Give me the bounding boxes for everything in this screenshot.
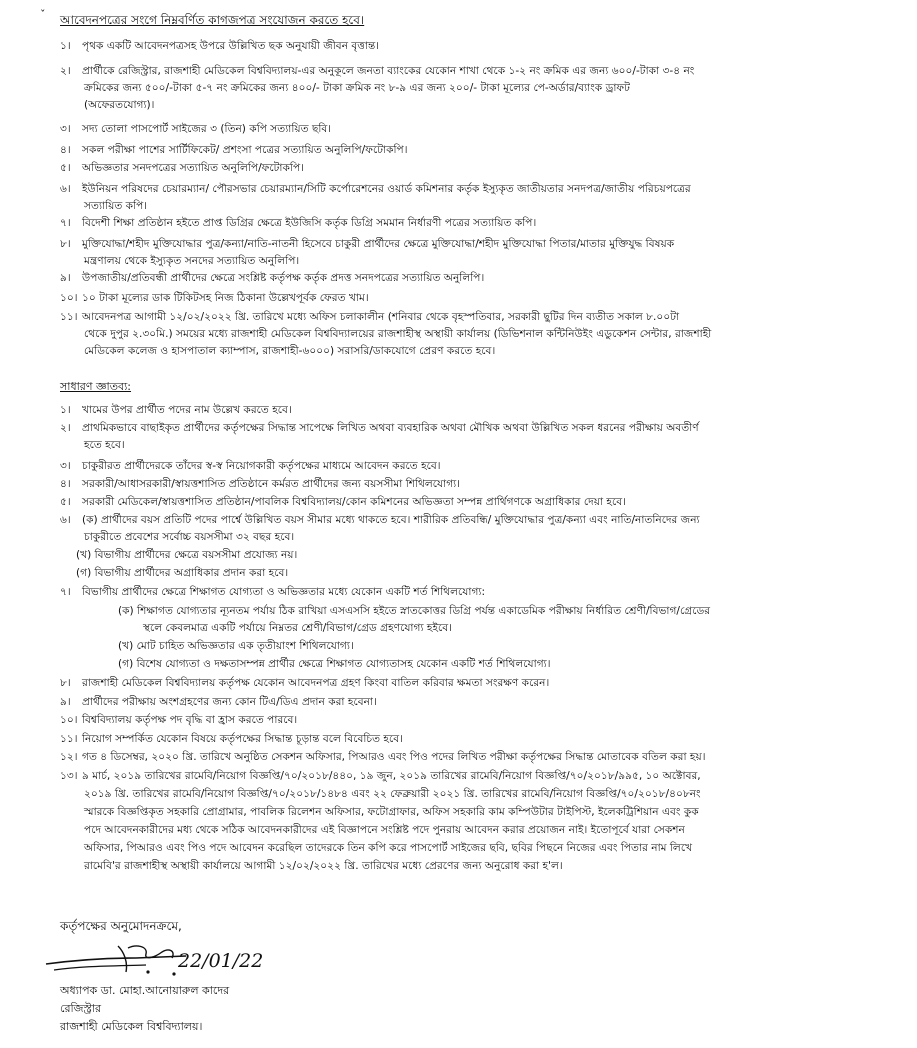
item-number: ৭। bbox=[60, 586, 71, 598]
note-item-6 bbox=[60, 512, 700, 529]
note-item-8 bbox=[60, 675, 549, 692]
item-number: ২। bbox=[60, 65, 71, 77]
item-number: ৯। bbox=[60, 696, 71, 708]
req-item-2-cont: (অফেরতযোগ্য)। bbox=[84, 99, 155, 111]
item-text: গত ৪ ডিসেম্বর, ২০২০ খ্রি. তারিখে অনুষ্ঠিত সেকশন অফিসার, পিআরও এবং পিও পদের লিখিত পরীক্ষা কর্তৃপক্ষের সিদ্ধান্ত মোতাবেক বতিল করা হয়। bbox=[82, 751, 706, 763]
req-item-2 bbox=[60, 63, 694, 80]
note-item-7-kha: (খ) মোট চাহিত অভিজ্ঞতার এক তৃতীয়াংশ শিথিলযোগ্য। bbox=[118, 640, 354, 652]
note-item-11 bbox=[60, 731, 403, 748]
req-item-11 bbox=[60, 309, 679, 326]
note-item-7 bbox=[60, 584, 485, 601]
item-text: চাকুরীরত প্রার্থীদেরকে তাঁদের স্ব-স্ব নিয়োগকারী কর্তৃপক্ষের মাধ্যমে আবেদন করতে হবে। bbox=[82, 460, 441, 472]
item-text: বিদেশী শিক্ষা প্রতিষ্ঠান হইতে প্রাপ্ত ডিগ্রির ক্ষেত্রে ইউজিসি কর্তৃক ডিগ্রি সমমান নির্ধারণী পত্রের সত্যায়িত কপি। bbox=[82, 217, 537, 229]
item-text: প্রাথমিকভাবে বাছাইকৃত প্রার্থীদের কর্তৃপক্ষের সিদ্ধান্ত সাপেক্ষে লিখিত অথবা ব্যবহারিক অথবা মৌখিক অথবা উল্লিখিত সকল ধরনের পরীক্ষায় অবতীর্ণ bbox=[82, 422, 699, 434]
item-number: ৮। bbox=[60, 238, 71, 250]
item-text: প্রার্থীকে রেজিস্ট্রার, রাজশাহী মেডিকেল বিশ্ববিদ্যালয়-এর অনুকূলে জনতা ব্যাংকের যেকোন শাখা থেকে ১-২ নং ক্রমিক এর জন্য ৬০০/-টাকা ৩-৪ নং bbox=[82, 65, 695, 77]
req-item-11-cont: থেকে দুপুর ২.৩০মি.) সময়ের মধ্যে রাজশাহী মেডিকেল বিশ্ববিদ্যালয়ের রাজশাহীস্থ অস্থায়ী কার্যালয় (ডিভিশনাল কন্টিনিউইং এডুকেশন সেন্টার, রাজশাহী bbox=[84, 328, 712, 340]
note-item-10 bbox=[60, 712, 297, 729]
item-text: প্রার্থীদের পরীক্ষায় অংশগ্রহণের জন্য কোন টিএ/ডিএ প্রদান করা হবেনা। bbox=[82, 696, 377, 708]
item-text: সদ্য তোলা পাসপোর্ট সাইজের ৩ (তিন) কপি সত্যায়িত ছবি। bbox=[82, 123, 332, 135]
item-number: ১০। bbox=[60, 292, 78, 304]
note-item-13 bbox=[60, 768, 701, 785]
item-number: ১৩। bbox=[60, 770, 78, 782]
signatory-name: অধ্যাপক ডা. মোহা.আনোয়ারুল কাদের bbox=[60, 984, 230, 997]
item-number: ৩। bbox=[60, 460, 71, 472]
item-number: ১২। bbox=[60, 751, 78, 763]
note-item-5 bbox=[60, 494, 626, 511]
item-text: অভিজ্ঞতার সনদপত্রের সত্যায়িত অনুলিপি/ফটোকপি। bbox=[82, 162, 304, 174]
documents-heading: আবেদনপত্রের সংগে নিম্নবর্ণিত কাগজপত্র সংযোজন করতে হবে। bbox=[60, 13, 365, 27]
item-text: নিয়োগ সম্পর্কিত যেকোন বিষয়ে কর্তৃপক্ষের সিদ্ধান্ত চূড়ান্ত বলে বিবেচিত হবে। bbox=[82, 733, 403, 745]
req-item-8-cont: মন্ত্রণালয় থেকে ইস্যুকৃত সনদের সত্যায়িত অনুলিপি। bbox=[84, 255, 300, 267]
req-item-7 bbox=[60, 215, 536, 232]
note-item-6-ga: (গ) বিভাগীয় প্রার্থীদের অগ্রাধিকার প্রদান করা হবে। bbox=[76, 567, 289, 579]
note-item-13-cont: রামেবি'র রাজশাহীস্থ অস্থায়ী কার্যালয়ে আগামী ১২/০২/২০২২ খ্রি. তারিখের মধ্যে প্রেরণের জন্য অনুরোধ করা হ'ল। bbox=[84, 860, 563, 872]
item-number: ১। bbox=[60, 40, 71, 52]
item-text: আবেদনপত্র আগামী ১২/০২/২০২২ খ্রি. তারিখে মধ্যে অফিস চলাকালীন (শনিবার থেকে বৃহস্পতিবার, সরকারী ছুটির দিন ব্যতীত সকাল ৮.০০টা bbox=[82, 311, 680, 323]
item-text: ১০ টাকা মূল্যের ডাক টিকিটসহ নিজ ঠিকানা উল্লেখপূর্বক ফেরত খাম। bbox=[82, 292, 369, 304]
item-text: পৃথক একটি আবেদনপত্রসহ উপরে উল্লিখিত ছক অনুযায়ী জীবন বৃত্তান্ত। bbox=[82, 40, 380, 52]
item-text: মুক্তিযোদ্ধা/শহীদ মুক্তিযোদ্ধার পুত্র/কন্যা/নাতি-নাতনী হিসেবে চাকুরী প্রার্থীদের ক্ষেত্রে মুক্তিযোদ্ধা/শহীদ মুক্তিযোদ্ধা পিতার/মাতার মুক্তিযুদ্ধ বিষয়ক bbox=[82, 238, 675, 250]
corner-mark: ˇ bbox=[40, 8, 46, 21]
note-item-7-ka-cont: স্থলে কেবলমাত্র একটি পর্যায়ে নিম্নতর শ্রেণী/বিভাগ/গ্রেড গ্রহণযোগ্য হইবে। bbox=[143, 622, 452, 634]
req-item-4 bbox=[60, 142, 408, 159]
item-text: বিশ্ববিদ্যালয় কর্তৃপক্ষ পদ বৃদ্ধি বা হ্রাস করতে পারবে। bbox=[82, 714, 298, 726]
item-text: উপজাতীয়/প্রতিবন্ধী প্রার্থীদের ক্ষেত্রে সংশ্লিষ্ট কর্তৃপক্ষ কর্তৃক প্রদত্ত সনদপত্রের সত্যায়িত অনুলিপি। bbox=[82, 272, 485, 284]
req-item-11-cont: মেডিকেল কলেজ ও হাসপাতাল ক্যাম্পাস, রাজশাহী-৬০০০) সরাসরি/ডাকযোগে প্রেরণ করতে হবে। bbox=[84, 345, 496, 357]
note-item-7-ga: (গ) বিশেষ যোগ্যতা ও দক্ষতাসম্পন্ন প্রার্থীর ক্ষেত্রে শিক্ষাগত যোগ্যতাসহ যেকোন একটি শর্ত শিথিলযোগ্য। bbox=[118, 658, 551, 670]
req-item-6 bbox=[60, 181, 691, 198]
note-item-13-cont: পদে আবেদনকারীদের মধ্য থেকে সঠিক আবেদনকারীদের এই বিজ্ঞাপনে সংশ্লিষ্ট পদে পুনরায় আবেদন করার প্রয়োজন নাই। ইতোপূর্বে যারা সেকশন bbox=[84, 824, 685, 836]
req-item-6-cont: সত্যায়িত কপি। bbox=[84, 200, 148, 212]
item-text: বিভাগীয় প্রার্থীদের ক্ষেত্রে শিক্ষাগত যোগ্যতা ও অভিজ্ঞতার মধ্যে যেকোন একটি শর্ত শিথিলযোগ্য: bbox=[82, 586, 486, 598]
note-item-13-cont: ২০১৯ খ্রি. তারিখের রামেবি/নিয়োগ বিজ্ঞপ্তি/৭০/২০১৮/১৪৮৪ এবং ২২ ফেব্রুয়ারী ২০২১ খ্রি. তারিখের রামেবি/নিয়োগ বিজ্ঞপ্তি/৭০/২০১৮/৪০৮নং bbox=[84, 788, 701, 800]
item-number: ২। bbox=[60, 422, 71, 434]
note-item-2 bbox=[60, 420, 699, 437]
req-item-2-cont: ক্রমিকের জন্য ৫০০/-টাকা ৫-৭ নং ক্রমিকের জন্য ৪০০/- টাকা ক্রমিক নং ৮-৯ এর জন্য ২০০/- টাকা মূল্যের পে-অর্ডার/ব্যাংক ড্রাফট bbox=[84, 82, 630, 94]
req-item-3 bbox=[60, 121, 331, 138]
req-item-10 bbox=[60, 290, 369, 307]
item-number: ১১। bbox=[60, 733, 78, 745]
note-item-4 bbox=[60, 476, 460, 493]
item-text: সকল পরীক্ষা পাশের সার্টিফিকেট/ প্রশংসা পত্রের সত্যায়িত অনুলিপি/ফটোকপি। bbox=[82, 144, 408, 156]
item-text: খামের উপর প্রার্থীত পদের নাম উল্লেখ করতে হবে। bbox=[82, 404, 292, 416]
item-number: ৯। bbox=[60, 272, 71, 284]
item-text: রাজশাহী মেডিকেল বিশ্ববিদ্যালয় কর্তৃপক্ষ যেকোন আবেদনপত্র গ্রহণ কিংবা বাতিল করিবার ক্ষমতা সংরক্ষণ করেন। bbox=[82, 677, 550, 689]
item-number: ৮। bbox=[60, 677, 71, 689]
item-number: ৫। bbox=[60, 162, 71, 174]
note-item-2-cont: হতে হবে। bbox=[84, 439, 125, 451]
item-number: ৩। bbox=[60, 123, 71, 135]
note-item-6-cont: চাকুরীতে প্রবেশের সর্বোচ্চ বয়সসীমা ৩২ বছর হবে। bbox=[84, 531, 295, 543]
req-item-9 bbox=[60, 270, 484, 287]
item-number: ১১। bbox=[60, 311, 78, 323]
req-item-1 bbox=[60, 38, 379, 55]
item-number: ৬। bbox=[60, 514, 71, 526]
item-number: ৭। bbox=[60, 217, 71, 229]
general-notes-heading: সাধারণ জ্ঞাতব্য: bbox=[60, 380, 132, 393]
item-number: ৪। bbox=[60, 478, 71, 490]
note-item-3 bbox=[60, 458, 441, 475]
item-text: সরকারী মেডিকেল/স্বায়ত্তশাসিত প্রতিষ্ঠান/পাবলিক বিশ্ববিদ্যালয়/কোন কমিশনের অভিজ্ঞতা সম্পন্ন প্রার্থিগণকে অগ্রাধিকার দেয়া হবে। bbox=[82, 496, 626, 508]
note-item-13-cont: অফিসার, পিআরও এবং পিও পদে আবেদন করেছিল তাদেরকে তিন কপি করে পাসপোর্ট সাইজের ছবি, ছবির পিছনে নিজের এবং পিতার নাম লিখে bbox=[84, 842, 693, 854]
item-text: (ক) প্রার্থীদের বয়স প্রতিটি পদের পার্শ্বে উল্লিখিত বয়স সীমার মধ্যে থাকতে হবে। শারীরিক প্রতিবন্ধি/ মুক্তিযোদ্ধার পুত্র/কন্যা এবং নাতি/নাতনিদের জন্য bbox=[82, 514, 700, 526]
item-text: ৯ মার্চ, ২০১৯ তারিখের রামেবি/নিয়োগ বিজ্ঞপ্তি/৭০/২০১৮/৪৪০, ১৯ জুন, ২০১৯ তারিখের রামেবি/নিয়োগ বিজ্ঞপ্তি/৭০/২০১৮/৯৯৫, ১০ অক্টোবর, bbox=[82, 770, 701, 782]
note-item-13-cont: স্মারকে বিজ্ঞপ্তিকৃত সহকারি প্রোগ্রামার, পাবলিক রিলেশন অফিসার, ফটোগ্রাফার, অফিস সহকারি কাম কম্পিউটার টাইপিস্ট, ইলেকট্রিশিয়ান এবং কুক bbox=[84, 806, 699, 818]
note-item-7-ka: (ক) শিক্ষাগত যোগ্যতার ন্যূনতম পর্যায় ঠিক রাখিয়া এসএসসি হইতে স্নাতকোত্তর ডিগ্রি পর্যন্ত একাডেমিক পরীক্ষায় নির্ধারিত শ্রেণী/বিভাগ/গ্রেডের bbox=[118, 605, 711, 617]
item-number: ৬। bbox=[60, 183, 71, 195]
item-text: ইউনিয়ন পরিষদের চেয়ারম্যান/ পৌরসভার চেয়ারম্যান/সিটি কর্পোরেশনের ওয়ার্ড কমিশনার কর্তৃক ইস্যুকৃত জাতীয়তার সনদপত্র/জাতীয় পরিচয়পত্রের bbox=[82, 183, 691, 195]
item-text: সরকারী/আধাসরকারী/স্বায়ত্তশাসিত প্রতিষ্ঠানে কর্মরত প্রার্থীদের জন্য বয়সসীমা শিথিলযোগ্য। bbox=[82, 478, 461, 490]
note-item-12 bbox=[60, 749, 706, 766]
signature-date: 22/01/22 bbox=[178, 950, 264, 972]
req-item-5 bbox=[60, 160, 304, 177]
signatory-designation: রেজিস্ট্রার bbox=[60, 1002, 102, 1015]
note-item-6-kha: (খ) বিভাগীয় প্রার্থীদের ক্ষেত্রে বয়সসীমা প্রযোজ্য নয়। bbox=[76, 549, 298, 561]
item-number: ৪। bbox=[60, 144, 71, 156]
signatory-institution: রাজশাহী মেডিকেল বিশ্ববিদ্যালয়। bbox=[60, 1020, 203, 1033]
item-number: ১০। bbox=[60, 714, 78, 726]
by-order-text: কর্তৃপক্ষের অনুমোদনক্রমে, bbox=[60, 919, 182, 933]
item-number: ১। bbox=[60, 404, 71, 416]
note-item-9 bbox=[60, 694, 377, 711]
note-item-1 bbox=[60, 402, 292, 419]
req-item-8 bbox=[60, 236, 674, 253]
item-number: ৫। bbox=[60, 496, 71, 508]
